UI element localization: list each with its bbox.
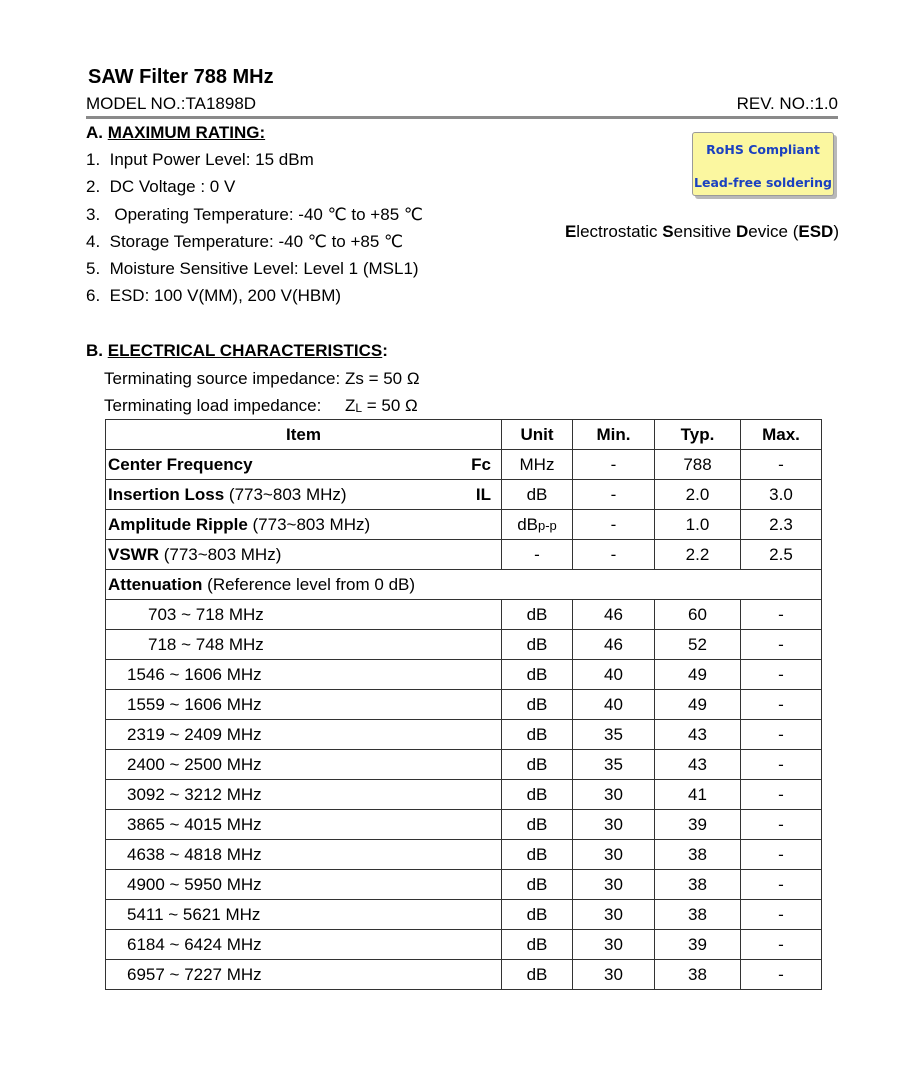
typ-cell: 38 [655, 870, 741, 900]
typ-cell: 43 [655, 720, 741, 750]
esd-text-2: ensitive [673, 222, 736, 241]
unit-cell: dB [502, 840, 573, 870]
header-unit: Unit [502, 420, 573, 450]
table-row [106, 510, 822, 540]
unit-cell: dB [502, 810, 573, 840]
attenuation-row [106, 660, 822, 690]
typ-cell: 38 [655, 960, 741, 990]
attenuation-row [106, 630, 822, 660]
item-symbol: IL [475, 484, 491, 504]
frequency-range-cell: 1546 ~ 1606 MHz [106, 660, 502, 690]
header-divider [86, 116, 838, 119]
model-number: MODEL NO.:TA1898D [86, 94, 257, 113]
frequency-range-cell: 2319 ~ 2409 MHz [106, 720, 502, 750]
min-cell: 30 [573, 930, 655, 960]
min-cell: 30 [573, 960, 655, 990]
load-impedance-label: Terminating load impedance: Z [104, 396, 356, 415]
maximum-rating-list [86, 146, 423, 310]
item-name: VSWR [108, 544, 159, 564]
max-cell: - [741, 840, 822, 870]
item-symbol: Fc [471, 454, 491, 474]
typ-cell: 43 [655, 750, 741, 780]
section-b-prefix: B. [86, 341, 103, 360]
max-cell: 2.3 [741, 510, 822, 540]
section-b-heading [86, 341, 388, 361]
max-cell: 2.5 [741, 540, 822, 570]
section-b-colon: : [382, 341, 388, 360]
typ-cell: 38 [655, 900, 741, 930]
min-cell: 35 [573, 750, 655, 780]
attenuation-row [106, 780, 822, 810]
electrical-characteristics-table [105, 419, 822, 990]
attenuation-row [106, 900, 822, 930]
max-cell: - [741, 690, 822, 720]
unit-cell: dB [502, 480, 573, 510]
table-header-row [106, 420, 822, 450]
frequency-range-cell: 5411 ~ 5621 MHz [106, 900, 502, 930]
frequency-range-cell: 3865 ~ 4015 MHz [106, 810, 502, 840]
attenuation-header-row [106, 570, 822, 600]
min-cell: 35 [573, 720, 655, 750]
header-min: Min. [573, 420, 655, 450]
attenuation-row [106, 720, 822, 750]
frequency-range-cell: 4638 ~ 4818 MHz [106, 840, 502, 870]
typ-cell: 2.0 [655, 480, 741, 510]
unit-cell: MHz [502, 450, 573, 480]
min-cell: 40 [573, 690, 655, 720]
section-a-heading [86, 123, 265, 143]
unit-cell: - [502, 540, 573, 570]
item-cell [106, 510, 502, 540]
unit-cell: dB [502, 630, 573, 660]
min-cell: 30 [573, 780, 655, 810]
rating-item: 5. Moisture Sensitive Level: Level 1 (MSL1) [86, 259, 419, 279]
attenuation-row [106, 870, 822, 900]
max-cell: - [741, 630, 822, 660]
load-impedance [104, 396, 418, 416]
max-cell: - [741, 870, 822, 900]
rating-item: 2. DC Voltage : 0 V [86, 177, 236, 197]
frequency-range-cell: 2400 ~ 2500 MHz [106, 750, 502, 780]
source-impedance: Terminating source impedance: Zs = 50 Ω [104, 369, 420, 388]
esd-close: ) [833, 222, 839, 241]
typ-cell: 49 [655, 690, 741, 720]
esd-letter-s: S [662, 222, 674, 241]
unit-cell: dB [502, 960, 573, 990]
max-cell: 3.0 [741, 480, 822, 510]
unit-cell: dB [502, 720, 573, 750]
typ-cell: 52 [655, 630, 741, 660]
unit-cell: dB [502, 660, 573, 690]
max-cell: - [741, 600, 822, 630]
frequency-range-cell: 703 ~ 718 MHz [106, 600, 502, 630]
attenuation-label: Attenuation [108, 574, 203, 594]
esd-text-3: evice ( [748, 222, 799, 241]
item-cell [106, 450, 502, 480]
typ-cell: 39 [655, 810, 741, 840]
attenuation-row [106, 840, 822, 870]
min-cell: - [573, 450, 655, 480]
unit-subscript: p-p [538, 517, 557, 533]
header-max: Max. [741, 420, 822, 450]
load-impedance-value: = 50 Ω [362, 396, 418, 415]
item-cell [106, 540, 502, 570]
attenuation-note: (Reference level from 0 dB) [202, 574, 416, 594]
typ-cell: 2.2 [655, 540, 741, 570]
section-a-title: MAXIMUM RATING: [107, 123, 266, 142]
section-a-prefix: A. [86, 123, 103, 142]
rohs-compliant-label: RoHS Compliant [706, 142, 820, 157]
min-cell: 30 [573, 810, 655, 840]
max-cell: - [741, 960, 822, 990]
header-item: Item [106, 420, 502, 450]
esd-letter-d: D [736, 222, 749, 241]
esd-letter-e: E [564, 222, 577, 241]
attenuation-row [106, 690, 822, 720]
esd-abbr: ESD [798, 222, 834, 241]
unit-cell: dB [502, 780, 573, 810]
unit-cell: dB [502, 900, 573, 930]
min-cell: 46 [573, 600, 655, 630]
unit-cell: dB [502, 690, 573, 720]
min-cell: 30 [573, 870, 655, 900]
section-b-title: ELECTRICAL CHARACTERISTICS [107, 341, 383, 360]
unit-cell: dB [502, 600, 573, 630]
max-cell: - [741, 450, 822, 480]
frequency-range-cell: 6957 ~ 7227 MHz [106, 960, 502, 990]
typ-cell: 788 [655, 450, 741, 480]
rohs-badge [692, 132, 834, 196]
table-row [106, 540, 822, 570]
unit-cell: dB [502, 930, 573, 960]
max-cell: - [741, 900, 822, 930]
table-row [106, 450, 822, 480]
item-condition: (773~803 MHz) [224, 484, 347, 504]
typ-cell: 49 [655, 660, 741, 690]
typ-cell: 60 [655, 600, 741, 630]
item-name: Amplitude Ripple [108, 514, 248, 534]
max-cell: - [741, 930, 822, 960]
min-cell: 40 [573, 660, 655, 690]
attenuation-row [106, 810, 822, 840]
max-cell: - [741, 660, 822, 690]
attenuation-row [106, 960, 822, 990]
min-cell: 30 [573, 900, 655, 930]
min-cell: - [573, 510, 655, 540]
typ-cell: 38 [655, 840, 741, 870]
min-cell: 30 [573, 840, 655, 870]
max-cell: - [741, 750, 822, 780]
rating-item: 1. Input Power Level: 15 dBm [86, 150, 314, 169]
item-name: Center Frequency [108, 454, 253, 474]
frequency-range-cell: 1559 ~ 1606 MHz [106, 690, 502, 720]
item-condition: (773~803 MHz) [247, 514, 371, 534]
typ-cell: 39 [655, 930, 741, 960]
attenuation-rows [106, 600, 822, 990]
item-cell [106, 480, 502, 510]
max-cell: - [741, 810, 822, 840]
typ-cell: 41 [655, 780, 741, 810]
min-cell: 46 [573, 630, 655, 660]
frequency-range-cell: 3092 ~ 3212 MHz [106, 780, 502, 810]
item-name: Insertion Loss [108, 484, 225, 504]
lead-free-label: Lead-free soldering [694, 175, 832, 190]
esd-notice [565, 222, 839, 242]
max-cell: - [741, 780, 822, 810]
frequency-range-cell: 718 ~ 748 MHz [106, 630, 502, 660]
rating-item: 4. Storage Temperature: -40 ℃ to +85 ℃ [86, 231, 404, 251]
table-row [106, 480, 822, 510]
item-condition: (773~803 MHz) [159, 544, 282, 564]
attenuation-row [106, 750, 822, 780]
header-typ: Typ. [655, 420, 741, 450]
unit-cell: dB [502, 750, 573, 780]
max-cell: - [741, 720, 822, 750]
rating-item: 6. ESD: 100 V(MM), 200 V(HBM) [86, 286, 342, 306]
revision-number: REV. NO.:1.0 [736, 94, 838, 113]
unit-cell [502, 510, 573, 540]
attenuation-header-cell [106, 570, 822, 600]
unit-cell: dB [502, 870, 573, 900]
unit-main: dB [517, 514, 538, 534]
rating-item: 3. Operating Temperature: -40 ℃ to +85 ℃ [86, 204, 423, 224]
frequency-range-cell: 4900 ~ 5950 MHz [106, 870, 502, 900]
esd-text-1: lectrostatic [576, 222, 663, 241]
min-cell: - [573, 540, 655, 570]
attenuation-row [106, 930, 822, 960]
document-title: SAW Filter 788 MHz [88, 66, 274, 88]
attenuation-row [106, 600, 822, 630]
load-impedance-sub: L [355, 401, 363, 415]
min-cell: - [573, 480, 655, 510]
frequency-range-cell: 6184 ~ 6424 MHz [106, 930, 502, 960]
typ-cell: 1.0 [655, 510, 741, 540]
